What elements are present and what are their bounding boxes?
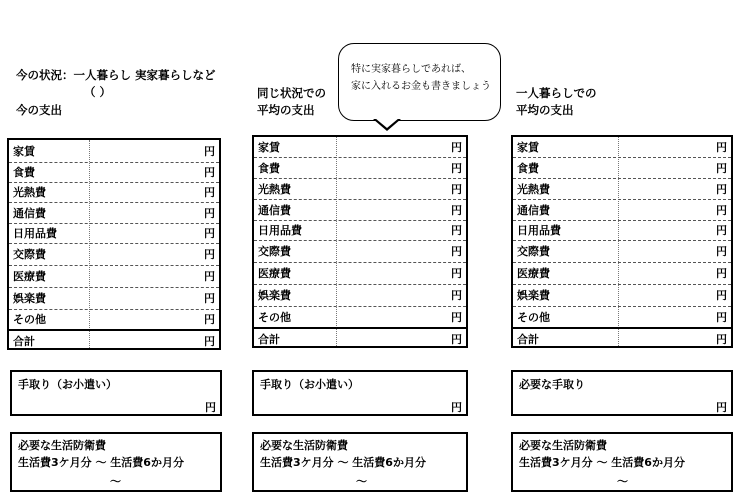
table-row[interactable]: 通信費 円 <box>9 202 219 224</box>
table-row[interactable]: その他 円 <box>513 306 731 328</box>
current-expense-title: 今の支出 <box>16 103 62 117</box>
situation-parentheses[interactable]: （ ） <box>84 85 112 99</box>
single-living-title-line2: 平均の支出 <box>516 103 574 117</box>
table-row[interactable]: 家賃 円 <box>254 137 466 158</box>
table-row[interactable]: その他 円 <box>9 309 219 330</box>
takehome-box-same-situation[interactable]: 手取り（お小遣い） 円 <box>252 370 468 416</box>
single-living-title-line1: 一人暮らしでの <box>516 86 597 100</box>
table-row[interactable]: 食費 円 <box>254 157 466 179</box>
table-row[interactable]: 医療費 円 <box>9 265 219 288</box>
table-row[interactable]: 医療費 円 <box>513 262 731 285</box>
defense-fund-box-single-living[interactable]: 必要な生活防衛費 生活費3ケ月分 ～ 生活費6か月分 ～ <box>511 432 733 492</box>
table-row[interactable]: 娯楽費 円 <box>254 284 466 307</box>
takehome-box-current[interactable]: 手取り（お小遣い） 円 <box>10 370 222 416</box>
table-row[interactable]: その他 円 <box>254 306 466 328</box>
table-row[interactable]: 日用品費 円 <box>9 223 219 244</box>
table-row[interactable]: 日用品費 円 <box>513 220 731 241</box>
defense-fund-box-same-situation[interactable]: 必要な生活防衛費 生活費3ケ月分 ～ 生活費6か月分 ～ <box>252 432 468 492</box>
table-row[interactable]: 食費 円 <box>513 157 731 179</box>
table-row[interactable]: 光熱費 円 <box>9 182 219 203</box>
table-row[interactable]: 通信費 円 <box>513 199 731 221</box>
same-situation-average-table <box>252 135 468 348</box>
hint-line-1: 特に実家暮らしであれば、 <box>351 64 471 75</box>
same-situation-title-line1: 同じ状況での <box>257 86 326 100</box>
table-row[interactable]: 娯楽費 円 <box>9 287 219 310</box>
table-total-row[interactable]: 合計 円 <box>513 327 731 348</box>
situation-label: 今の状況：一人暮らし 実家暮らしなど <box>16 68 216 82</box>
table-row[interactable]: 娯楽費 円 <box>513 284 731 307</box>
table-total-row[interactable]: 合計 円 <box>254 327 466 348</box>
hint-line-2: 家に入れるお金も書きましょう <box>351 81 491 92</box>
current-expense-table <box>7 138 221 350</box>
takehome-box-single-living[interactable]: 必要な手取り 円 <box>511 370 733 416</box>
table-row[interactable]: 交際費 円 <box>254 240 466 263</box>
table-row[interactable]: 交際費 円 <box>9 243 219 266</box>
table-row[interactable]: 家賃 円 <box>9 140 219 163</box>
hint-speech-bubble <box>338 43 501 121</box>
table-row[interactable]: 日用品費 円 <box>254 220 466 241</box>
table-total-row[interactable]: 合計 円 <box>9 329 219 350</box>
table-row[interactable]: 家賃 円 <box>513 137 731 158</box>
same-situation-title-line2: 平均の支出 <box>257 103 315 117</box>
table-row[interactable]: 食費 円 <box>9 162 219 183</box>
defense-fund-box-current[interactable]: 必要な生活防衛費 生活費3ケ月分 ～ 生活費6か月分 ～ <box>10 432 222 492</box>
table-row[interactable]: 通信費 円 <box>254 199 466 221</box>
table-row[interactable]: 交際費 円 <box>513 240 731 263</box>
table-row[interactable]: 医療費 円 <box>254 262 466 285</box>
single-living-average-table <box>511 135 733 348</box>
table-row[interactable]: 光熱費 円 <box>513 178 731 200</box>
table-row[interactable]: 光熱費 円 <box>254 178 466 200</box>
